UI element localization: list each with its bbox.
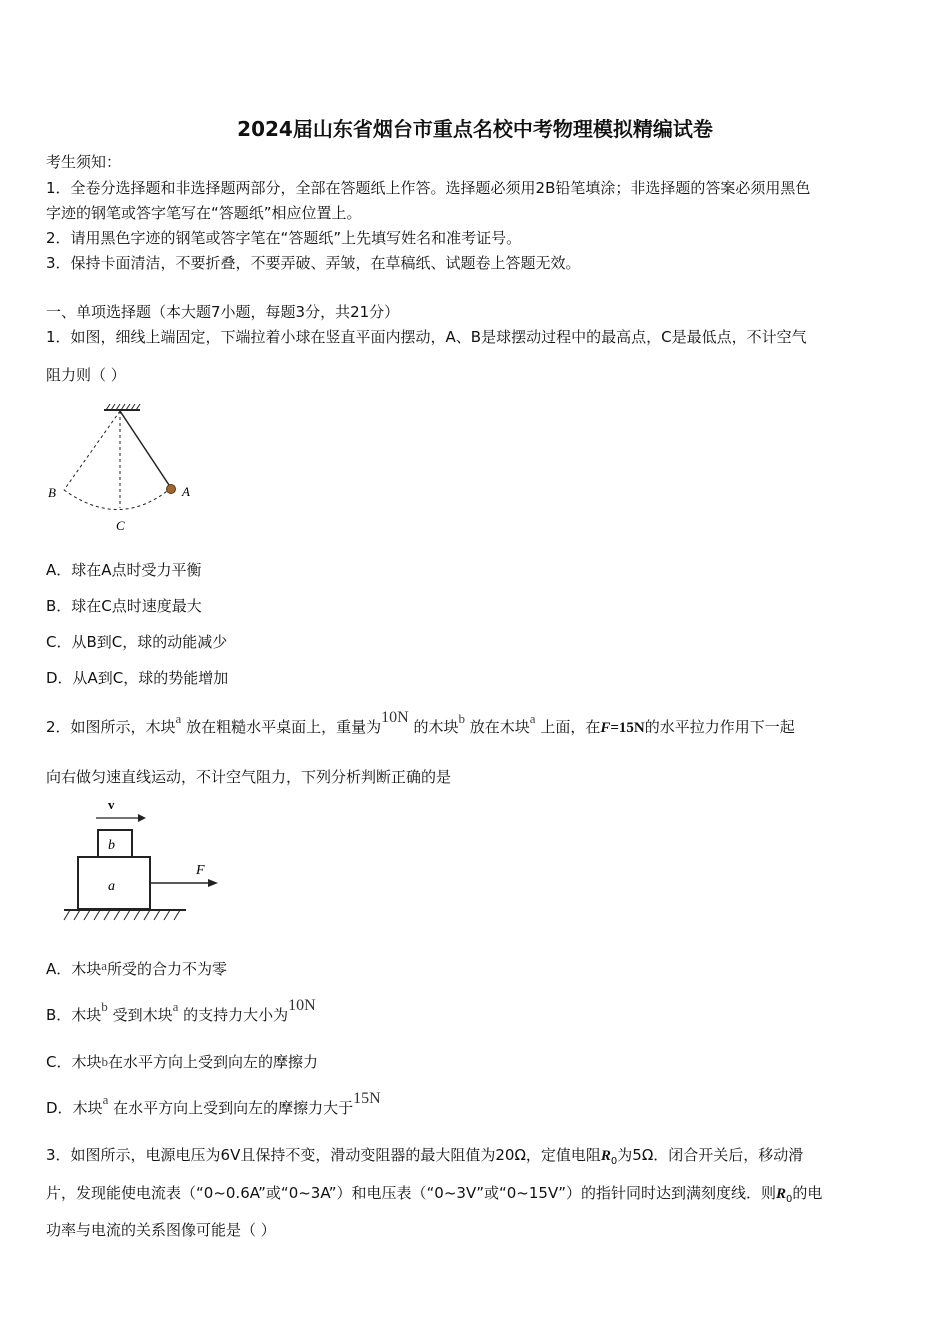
velocity-label: v (108, 797, 115, 812)
q2-option-c-sym: b (101, 1054, 108, 1069)
q2-option-a-sym: a (101, 958, 108, 973)
question-3-line-2 (46, 1183, 822, 1210)
blocks-figure (56, 794, 236, 934)
q2-option-d-val: 15N (353, 1090, 381, 1107)
q2-option-b-sym-b: b (101, 999, 108, 1014)
label-c: C (116, 518, 125, 533)
pendulum-figure (40, 400, 210, 540)
swing-arc (64, 488, 171, 510)
q2-option-d (46, 1090, 381, 1119)
q2-weight: 10N (381, 709, 409, 726)
q2-text-1: 2．如图所示，木块 (46, 718, 176, 736)
q2-option-d-pre: D．木块 (46, 1099, 103, 1117)
q2-text-6: 的水平拉力作用下一起 (644, 718, 795, 736)
q1-option-d: D．从A到C，球的势能增加 (46, 669, 229, 687)
q3-line-2-text: 片，发现能使电流表（“0~0.6A”或“0~3A”）和电压表（“0~3V”或“0~15V”）的指针同时达到满刻度线．则 (46, 1184, 776, 1202)
q2-option-a (46, 959, 227, 980)
page-title: 2024届山东省烟台市重点名校中考物理模拟精编试卷 (237, 117, 713, 141)
q2-sym-a-2: a (529, 711, 536, 726)
section-heading: 一、单项选择题（本大题7小题，每题3分，共21分） (46, 303, 400, 321)
q2-option-b-val: 10N (288, 997, 316, 1014)
q2-text-4: 放在木块 (469, 718, 530, 736)
label-b: B (48, 485, 56, 500)
q2-text-5: 上面，在 (540, 718, 601, 736)
q2-option-b-sym-a: a (172, 999, 179, 1014)
q3-r0-sub: 0 (610, 1156, 618, 1167)
notice-item-1-line-2: 字迹的钢笔或答字笔写在“答题纸”相应位置上。 (46, 204, 362, 222)
q2-sym-a: a (175, 711, 182, 726)
q2-force-val: =15N (610, 720, 645, 736)
question-3-line-3: 功率与电流的关系图像可能是（ ） (46, 1221, 276, 1239)
q2-option-c (46, 1052, 318, 1073)
ball (167, 485, 176, 494)
label-a: A (182, 484, 190, 499)
force-label: F (196, 863, 205, 878)
q2-text-2: 放在粗糙水平桌面上，重量为 (186, 718, 382, 736)
block-b (98, 830, 132, 857)
q3-line-1-end: 为5Ω．闭合开关后，移动滑 (617, 1146, 804, 1164)
q3-r0: R (600, 1148, 611, 1164)
q3-r0-sub-2: 0 (786, 1194, 793, 1205)
q3-r0-2: R (776, 1186, 787, 1202)
string-line (120, 411, 171, 488)
q1-option-a: A．球在A点时受力平衡 (46, 561, 202, 579)
q3-line-2-end: 的电 (792, 1184, 823, 1202)
q2-sym-b: b (458, 711, 465, 726)
q2-option-b-post: 的支持力大小为 (183, 1006, 289, 1024)
q2-option-a-post: 所受的合力不为零 (107, 960, 228, 978)
block-a-label: a (108, 879, 115, 894)
block-b-label: b (108, 838, 115, 853)
notice-item-2: 2．请用黑色字迹的钢笔或答字笔在“答题纸”上先填写姓名和准考证号。 (46, 229, 522, 247)
question-2-line-2: 向右做匀速直线运动，不计空气阻力，下列分析判断正确的是 (46, 768, 452, 786)
q2-option-c-pre: C．木块 (46, 1053, 102, 1071)
q2-option-b-mid: 受到木块 (112, 1006, 173, 1024)
q2-option-a-pre: A．木块 (46, 960, 102, 978)
q2-force-var: F (600, 720, 611, 736)
q2-option-b (46, 997, 316, 1026)
q2-option-c-post: 在水平方向上受到向左的摩擦力 (107, 1053, 318, 1071)
q2-option-d-post: 在水平方向上受到向左的摩擦力大于 (113, 1099, 354, 1117)
q2-text-3: 的木块 (413, 718, 459, 736)
q1-option-b: B．球在C点时速度最大 (46, 597, 202, 615)
question-3-line-1 (46, 1145, 803, 1172)
notice-item-3: 3．保持卡面清洁，不要折叠，不要弄破、弄皱，在草稿纸、试题卷上答题无效。 (46, 254, 581, 272)
question-1-line-2: 阻力则（ ） (46, 366, 126, 384)
question-1-line-1: 1．如图，细线上端固定，下端拉着小球在竖直平面内摆动，A、B是球摆动过程中的最高点，C是最低点，不计空气 (46, 328, 807, 346)
question-2-line-1 (46, 709, 795, 738)
q2-option-b-pre: B．木块 (46, 1006, 102, 1024)
notice-heading: 考生须知： (46, 153, 122, 171)
q2-option-d-sym: a (102, 1092, 109, 1107)
q3-line-1-text: 3．如图所示，电源电压为6V且保持不变，滑动变阻器的最大阻值为20Ω，定值电阻 (46, 1146, 601, 1164)
q1-option-c: C．从B到C，球的动能减少 (46, 633, 228, 651)
notice-item-1-line-1: 1．全卷分选择题和非选择题两部分，全部在答题纸上作答。选择题必须用2B铅笔填涂；非选择题的答案必须用黑色 (46, 179, 811, 197)
